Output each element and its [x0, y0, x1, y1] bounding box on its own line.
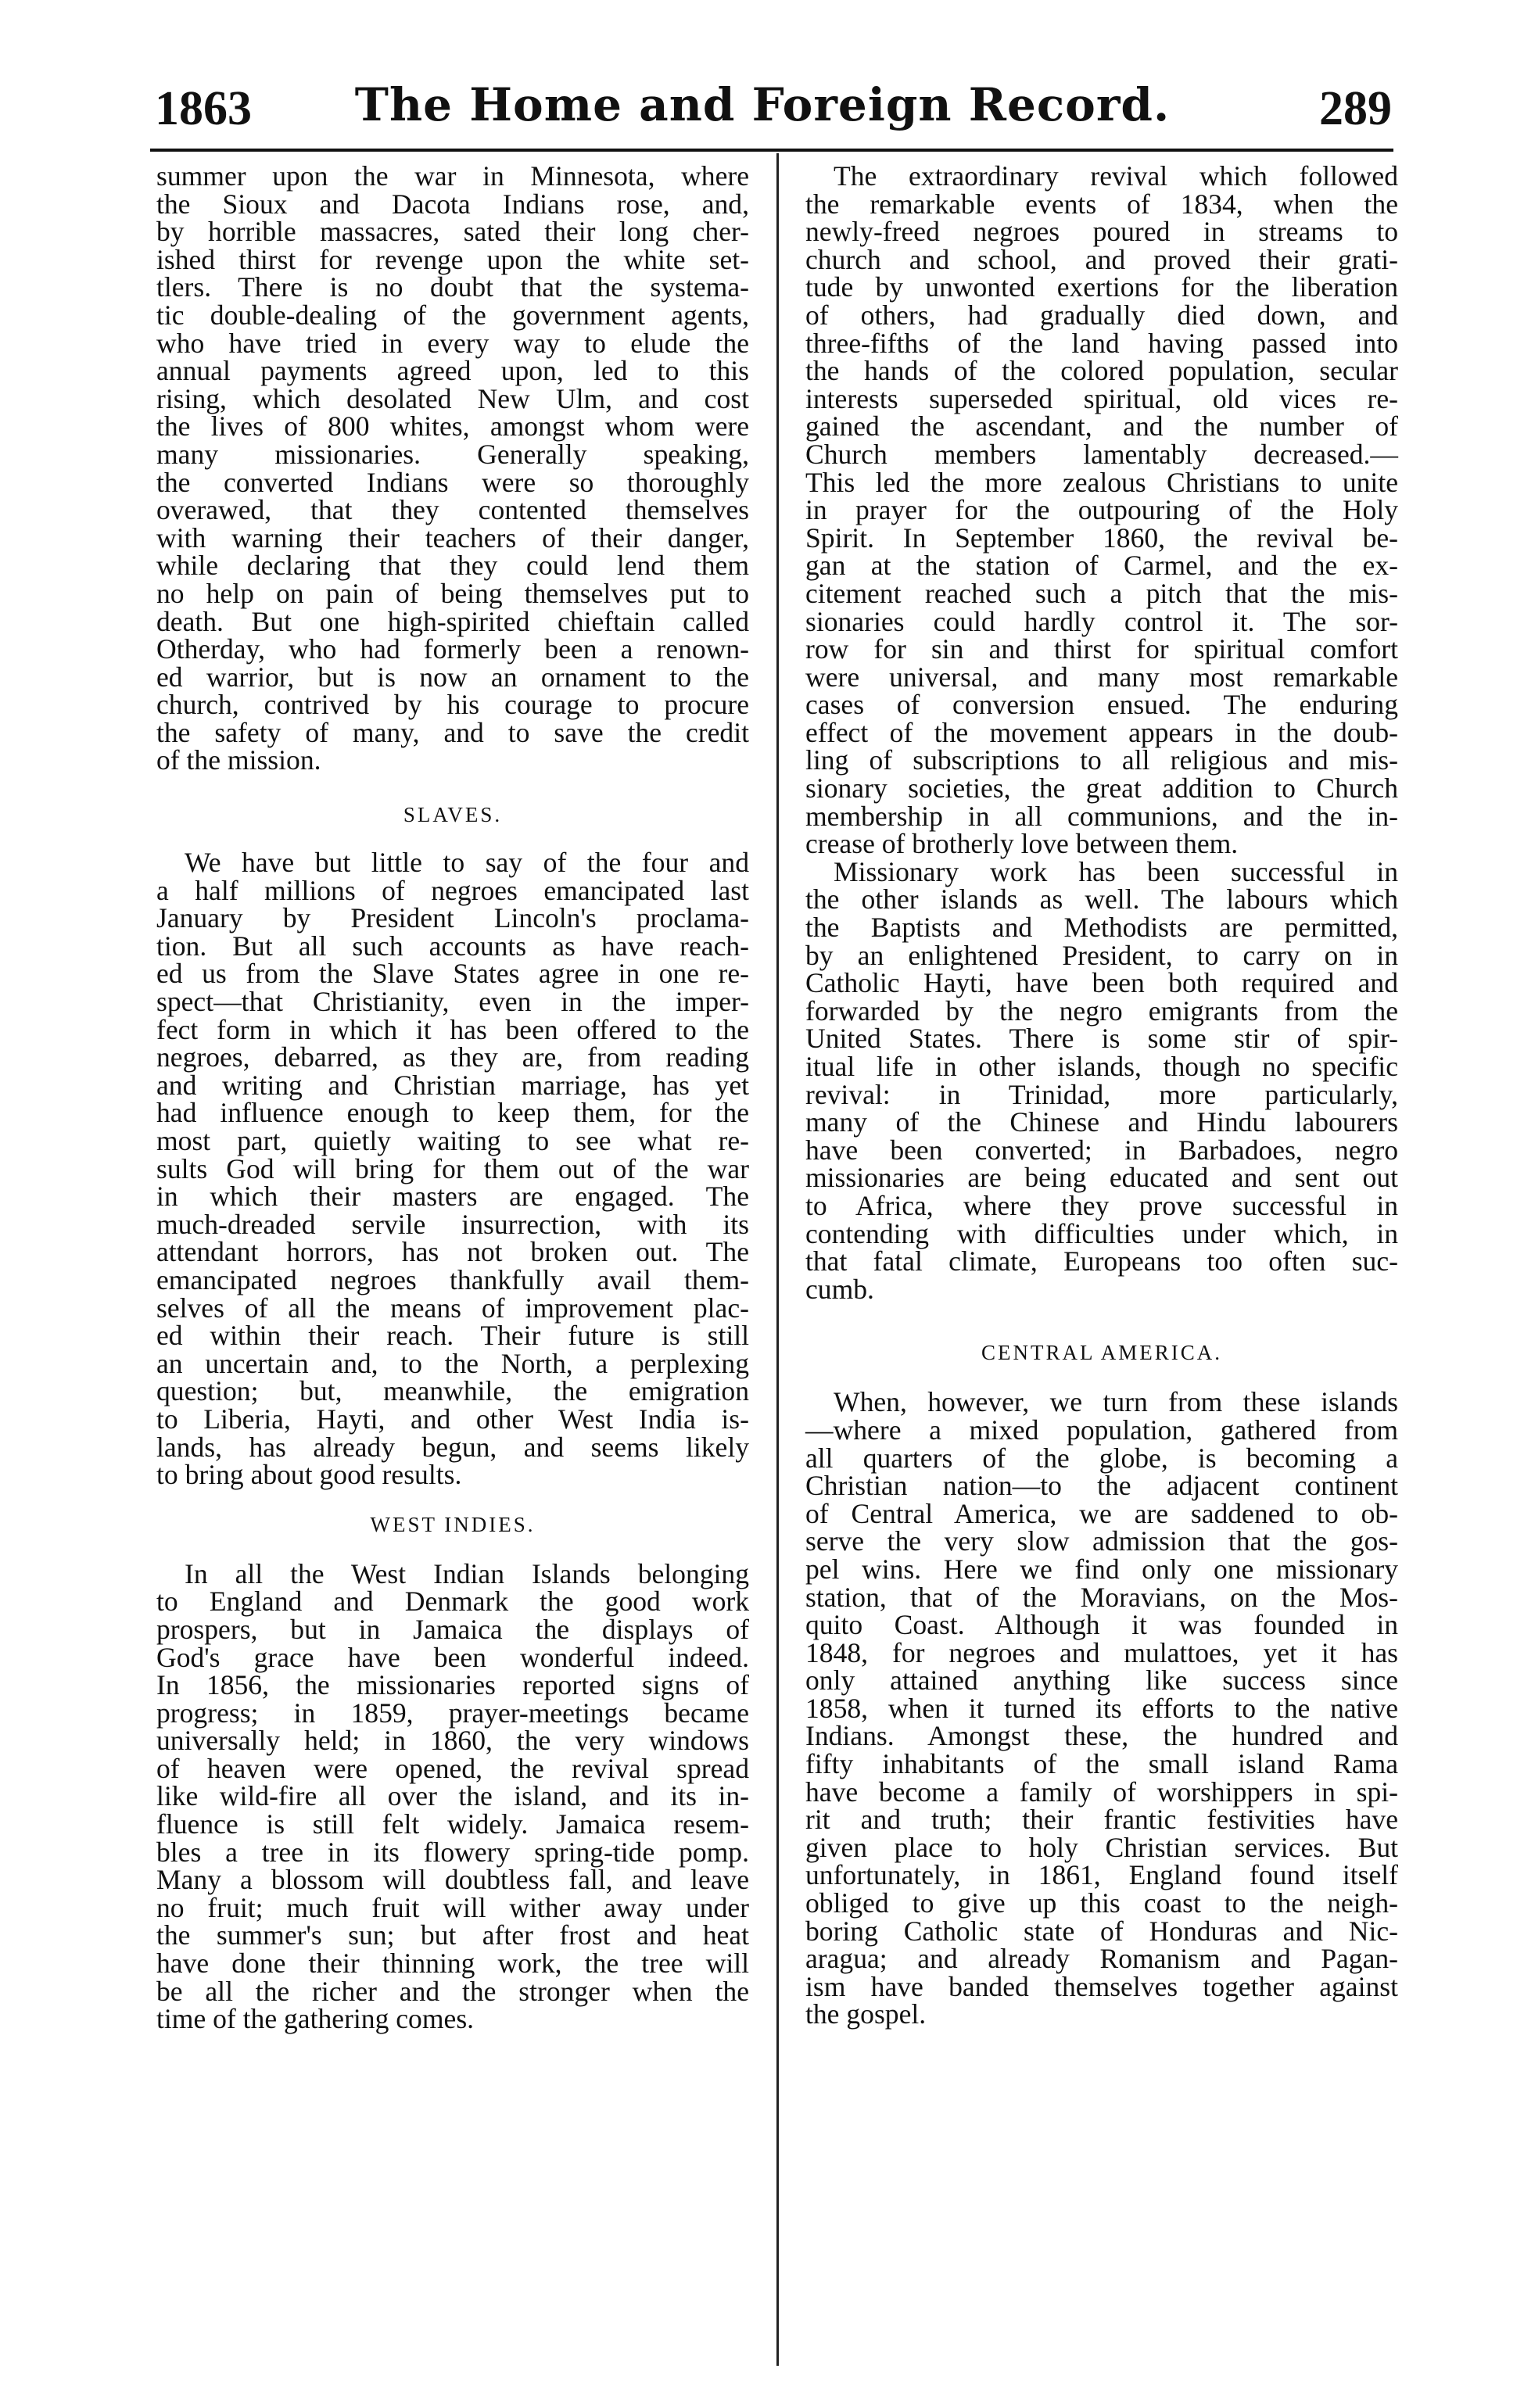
text-line: Catholic Hayti, have been both required and: [805, 967, 1398, 999]
text-line: of Central America, we are saddened to ob-: [805, 1497, 1398, 1529]
text-line: lands, has already begun, and seems likely: [156, 1431, 749, 1463]
text-line: much-dreaded servile insurrection, with its: [156, 1208, 749, 1240]
text-line: effect of the movement appears in the doub-: [805, 716, 1398, 748]
text-line: missionaries are being educated and sent out: [805, 1162, 1398, 1194]
text-line: an uncertain and, to the North, a perplexing: [156, 1347, 749, 1379]
text-line: have been converted; in Barbadoes, negro: [805, 1134, 1398, 1166]
text-line: of heaven were opened, the revival spread: [156, 1752, 749, 1784]
paragraph-central-america: [805, 1386, 1398, 2030]
text-line: fect form in which it has been offered to the: [156, 1013, 749, 1045]
text-line: station, that of the Moravians, on the Mos-: [805, 1581, 1398, 1613]
paragraph-minnesota: [156, 160, 749, 776]
right-column: [805, 160, 1398, 2030]
text-line: three-fifths of the land having passed into: [805, 327, 1398, 359]
text-line: row for sin and thirst for spiritual comfort: [805, 633, 1398, 665]
text-line: forwarded by the negro emigrants from the: [805, 994, 1398, 1027]
text-line: Otherday, who had formerly been a renown-: [156, 633, 749, 665]
text-line: unfortunately, in 1861, England found itself: [805, 1859, 1398, 1891]
text-line: emancipated negroes thankfully avail them-: [156, 1263, 749, 1295]
text-line: church, contrived by his courage to procure: [156, 689, 749, 721]
text-line: who have tried in every way to elude the: [156, 327, 749, 359]
text-line: sionaries could hardly control it. The sor-: [805, 605, 1398, 637]
text-line: by horrible massacres, sated their long cher-: [156, 216, 749, 248]
text-line: have become a family of worshippers in spi-: [805, 1776, 1398, 1808]
text-line: ed warrior, but is now an ornament to the: [156, 661, 749, 693]
text-line: Missionary work has been successful in: [834, 855, 1398, 887]
text-line: ling of subscriptions to all religious and mis-: [805, 744, 1398, 776]
text-line: newly-freed negroes poured in streams to: [805, 216, 1398, 248]
running-header: [133, 78, 1392, 141]
text-line: time of the gathering comes.: [156, 2003, 475, 2035]
text-line: given place to holy Christian services. But: [805, 1831, 1398, 1863]
journal-title: The Home and Foreign Record.: [354, 78, 1171, 131]
text-line: This led the more zealous Christians to unite: [805, 466, 1398, 498]
text-line: tion. But all such accounts as have reach-: [156, 930, 749, 962]
text-line: of others, had gradually died down, and: [805, 299, 1398, 331]
text-line: a half millions of negroes emancipated last: [156, 874, 749, 906]
text-line: be all the richer and the stronger when the: [156, 1975, 749, 2007]
text-line: the safety of many, and to save the credit: [156, 716, 749, 748]
left-column: [156, 160, 749, 2035]
text-line: attendant horrors, has not broken out. The: [156, 1236, 749, 1268]
text-line: ism have banded themselves together against: [805, 1970, 1398, 2002]
text-line: in which their masters are engaged. The: [156, 1181, 749, 1213]
text-line: universally held; in 1860, the very windows: [156, 1725, 749, 1757]
text-line: serve the very slow admission that the gos-: [805, 1525, 1398, 1557]
text-line: were universal, and many most remarkable: [805, 661, 1398, 693]
text-line: membership in all communions, and the in-: [805, 800, 1398, 832]
text-line: —where a mixed population, gathered from: [805, 1414, 1398, 1446]
text-line: revival: in Trinidad, more particularly,: [805, 1078, 1398, 1110]
text-line: to Africa, where they prove successful in: [805, 1189, 1398, 1221]
text-line: by an enlightened President, to carry on in: [805, 939, 1398, 971]
text-line: boring Catholic state of Honduras and Nic-: [805, 1915, 1398, 1947]
text-line: spect—that Christianity, even in the imper-: [156, 986, 749, 1018]
paragraph-west-indies: [156, 1557, 749, 2035]
text-line: the other islands as well. The labours which: [805, 883, 1398, 916]
text-line: 1848, for negroes and mulattoes, yet it has: [805, 1636, 1398, 1668]
heading-west-indies: WEST INDIES.: [370, 1512, 536, 1536]
text-line: many of the Chinese and Hindu labourers: [805, 1106, 1398, 1138]
text-line: citement reached such a pitch that the mis-: [805, 577, 1398, 609]
text-line: 1858, when it turned its efforts to the native: [805, 1692, 1398, 1724]
text-line: aragua; and already Romanism and Pagan-: [805, 1943, 1398, 1975]
text-line: selves of all the means of improvement plac-: [156, 1292, 749, 1324]
text-line: sults God will bring for them out of the war: [156, 1152, 749, 1184]
page-number: 289: [1319, 82, 1392, 135]
text-line: no fruit; much fruit will wither away under: [156, 1891, 749, 1923]
text-line: obliged to give up this coast to the neigh-: [805, 1887, 1398, 1919]
text-line: God's grace have been wonderful indeed.: [156, 1641, 749, 1673]
text-line: interests superseded spiritual, old vices re-: [805, 382, 1398, 414]
paragraph-missionary-work: [805, 855, 1398, 1305]
text-line: the converted Indians were so thoroughly: [156, 466, 749, 498]
text-line: Spirit. In September 1860, the revival be-: [805, 521, 1398, 554]
text-line: annual payments agreed upon, led to this: [156, 355, 749, 387]
text-line: summer upon the war in Minnesota, where: [156, 160, 749, 192]
text-line: negroes, debarred, as they are, from reading: [156, 1041, 749, 1073]
text-line: that fatal climate, Europeans too often suc-: [805, 1245, 1398, 1277]
text-line: in prayer for the outpouring of the Holy: [805, 494, 1398, 526]
heading-central-america: CENTRAL AMERICA.: [981, 1341, 1222, 1365]
text-line: the hands of the colored population, secular: [805, 355, 1398, 387]
text-line: gained the ascendant, and the number of: [805, 410, 1398, 443]
text-line: January by President Lincoln's proclama-: [156, 902, 749, 934]
text-line: church and school, and proved their grati-: [805, 243, 1398, 275]
column-divider: [776, 153, 779, 2366]
text-line: contending with difficulties under which, in: [805, 1217, 1398, 1249]
text-line: tic double-dealing of the government agents,: [156, 299, 749, 331]
text-line: while declaring that they could lend them: [156, 550, 749, 582]
text-line: with warning their teachers of their danger,: [156, 521, 749, 554]
text-line: rit and truth; their frantic festivities have: [805, 1804, 1398, 1836]
text-line: The extraordinary revival which followed: [834, 160, 1398, 192]
text-line: We have but little to say of the four and: [185, 847, 749, 879]
text-line: the gospel.: [805, 1998, 927, 2030]
text-line: only attained anything like success since: [805, 1664, 1398, 1697]
text-line: many missionaries. Generally speaking,: [156, 438, 749, 470]
text-line: to bring about good results.: [156, 1459, 462, 1491]
text-line: ed us from the Slave States agree in one re-: [156, 958, 749, 990]
text-line: When, however, we turn from these islands: [834, 1386, 1398, 1418]
text-line: crease of brotherly love between them.: [805, 828, 1239, 860]
text-line: the Baptists and Methodists are permitted,: [805, 912, 1398, 944]
text-line: overawed, that they contented themselves: [156, 494, 749, 526]
text-line: progress; in 1859, prayer-meetings became: [156, 1697, 749, 1729]
text-line: the summer's sun; but after frost and heat: [156, 1919, 749, 1951]
text-line: Christian nation—to the adjacent continent: [805, 1470, 1398, 1502]
text-line: rising, which desolated New Ulm, and cost: [156, 382, 749, 414]
header-year: 1863: [155, 82, 252, 135]
text-line: sionary societies, the great addition to Church: [805, 772, 1398, 804]
text-line: the remarkable events of 1834, when the: [805, 188, 1398, 220]
text-line: prospers, but in Jamaica the displays of: [156, 1613, 749, 1645]
text-line: In 1856, the missionaries reported signs of: [156, 1669, 749, 1701]
text-line: tlers. There is no doubt that the systema-: [156, 271, 749, 303]
text-line: pel wins. Here we find only one missionary: [805, 1553, 1398, 1585]
text-line: of the mission.: [156, 744, 321, 776]
text-line: had influence enough to keep them, for the: [156, 1097, 749, 1129]
text-line: ished thirst for revenge upon the white set-: [156, 243, 749, 275]
heading-slaves: SLAVES.: [403, 803, 503, 827]
text-line: to England and Denmark the good work: [156, 1586, 749, 1618]
text-line: cases of conversion ensued. The enduring: [805, 689, 1398, 721]
paragraph-revival: [805, 160, 1398, 860]
text-line: no help on pain of being themselves put to: [156, 577, 749, 609]
text-line: have done their thinning work, the tree will: [156, 1948, 749, 1980]
text-line: the Sioux and Dacota Indians rose, and,: [156, 188, 749, 220]
paragraph-slaves: [156, 849, 749, 1489]
text-line: death. But one high-spirited chieftain called: [156, 605, 749, 637]
text-line: like wild-fire all over the island, and its in-: [156, 1780, 749, 1812]
text-line: and writing and Christian marriage, has yet: [156, 1069, 749, 1101]
text-line: In all the West Indian Islands belonging: [185, 1557, 749, 1589]
text-line: fifty inhabitants of the small island Rama: [805, 1748, 1398, 1780]
text-line: Church members lamentably decreased.—: [805, 438, 1398, 470]
text-line: itual life in other islands, though no specific: [805, 1051, 1398, 1082]
text-line: to Liberia, Hayti, and other West India is-: [156, 1403, 749, 1435]
text-line: cumb.: [805, 1273, 874, 1305]
header-rule: [150, 149, 1393, 152]
text-line: ed within their reach. Their future is still: [156, 1320, 749, 1352]
text-line: the lives of 800 whites, amongst whom were: [156, 410, 749, 443]
text-line: bles a tree in its flowery spring-tide pomp.: [156, 1836, 749, 1868]
text-line: most part, quietly waiting to see what re-: [156, 1125, 749, 1156]
text-line: all quarters of the globe, is becoming a: [805, 1442, 1398, 1474]
text-line: United States. There is some stir of spir-: [805, 1023, 1398, 1055]
text-line: question; but, meanwhile, the emigration: [156, 1375, 749, 1407]
text-line: Indians. Amongst these, the hundred and: [805, 1720, 1398, 1752]
text-line: quito Coast. Although it was founded in: [805, 1609, 1398, 1641]
text-line: fluence is still felt widely. Jamaica resem-: [156, 1808, 749, 1840]
text-line: tude by unwonted exertions for the liberation: [805, 271, 1398, 303]
text-line: Many a blossom will doubtless fall, and leave: [156, 1864, 749, 1896]
text-line: gan at the station of Carmel, and the ex-: [805, 550, 1398, 582]
